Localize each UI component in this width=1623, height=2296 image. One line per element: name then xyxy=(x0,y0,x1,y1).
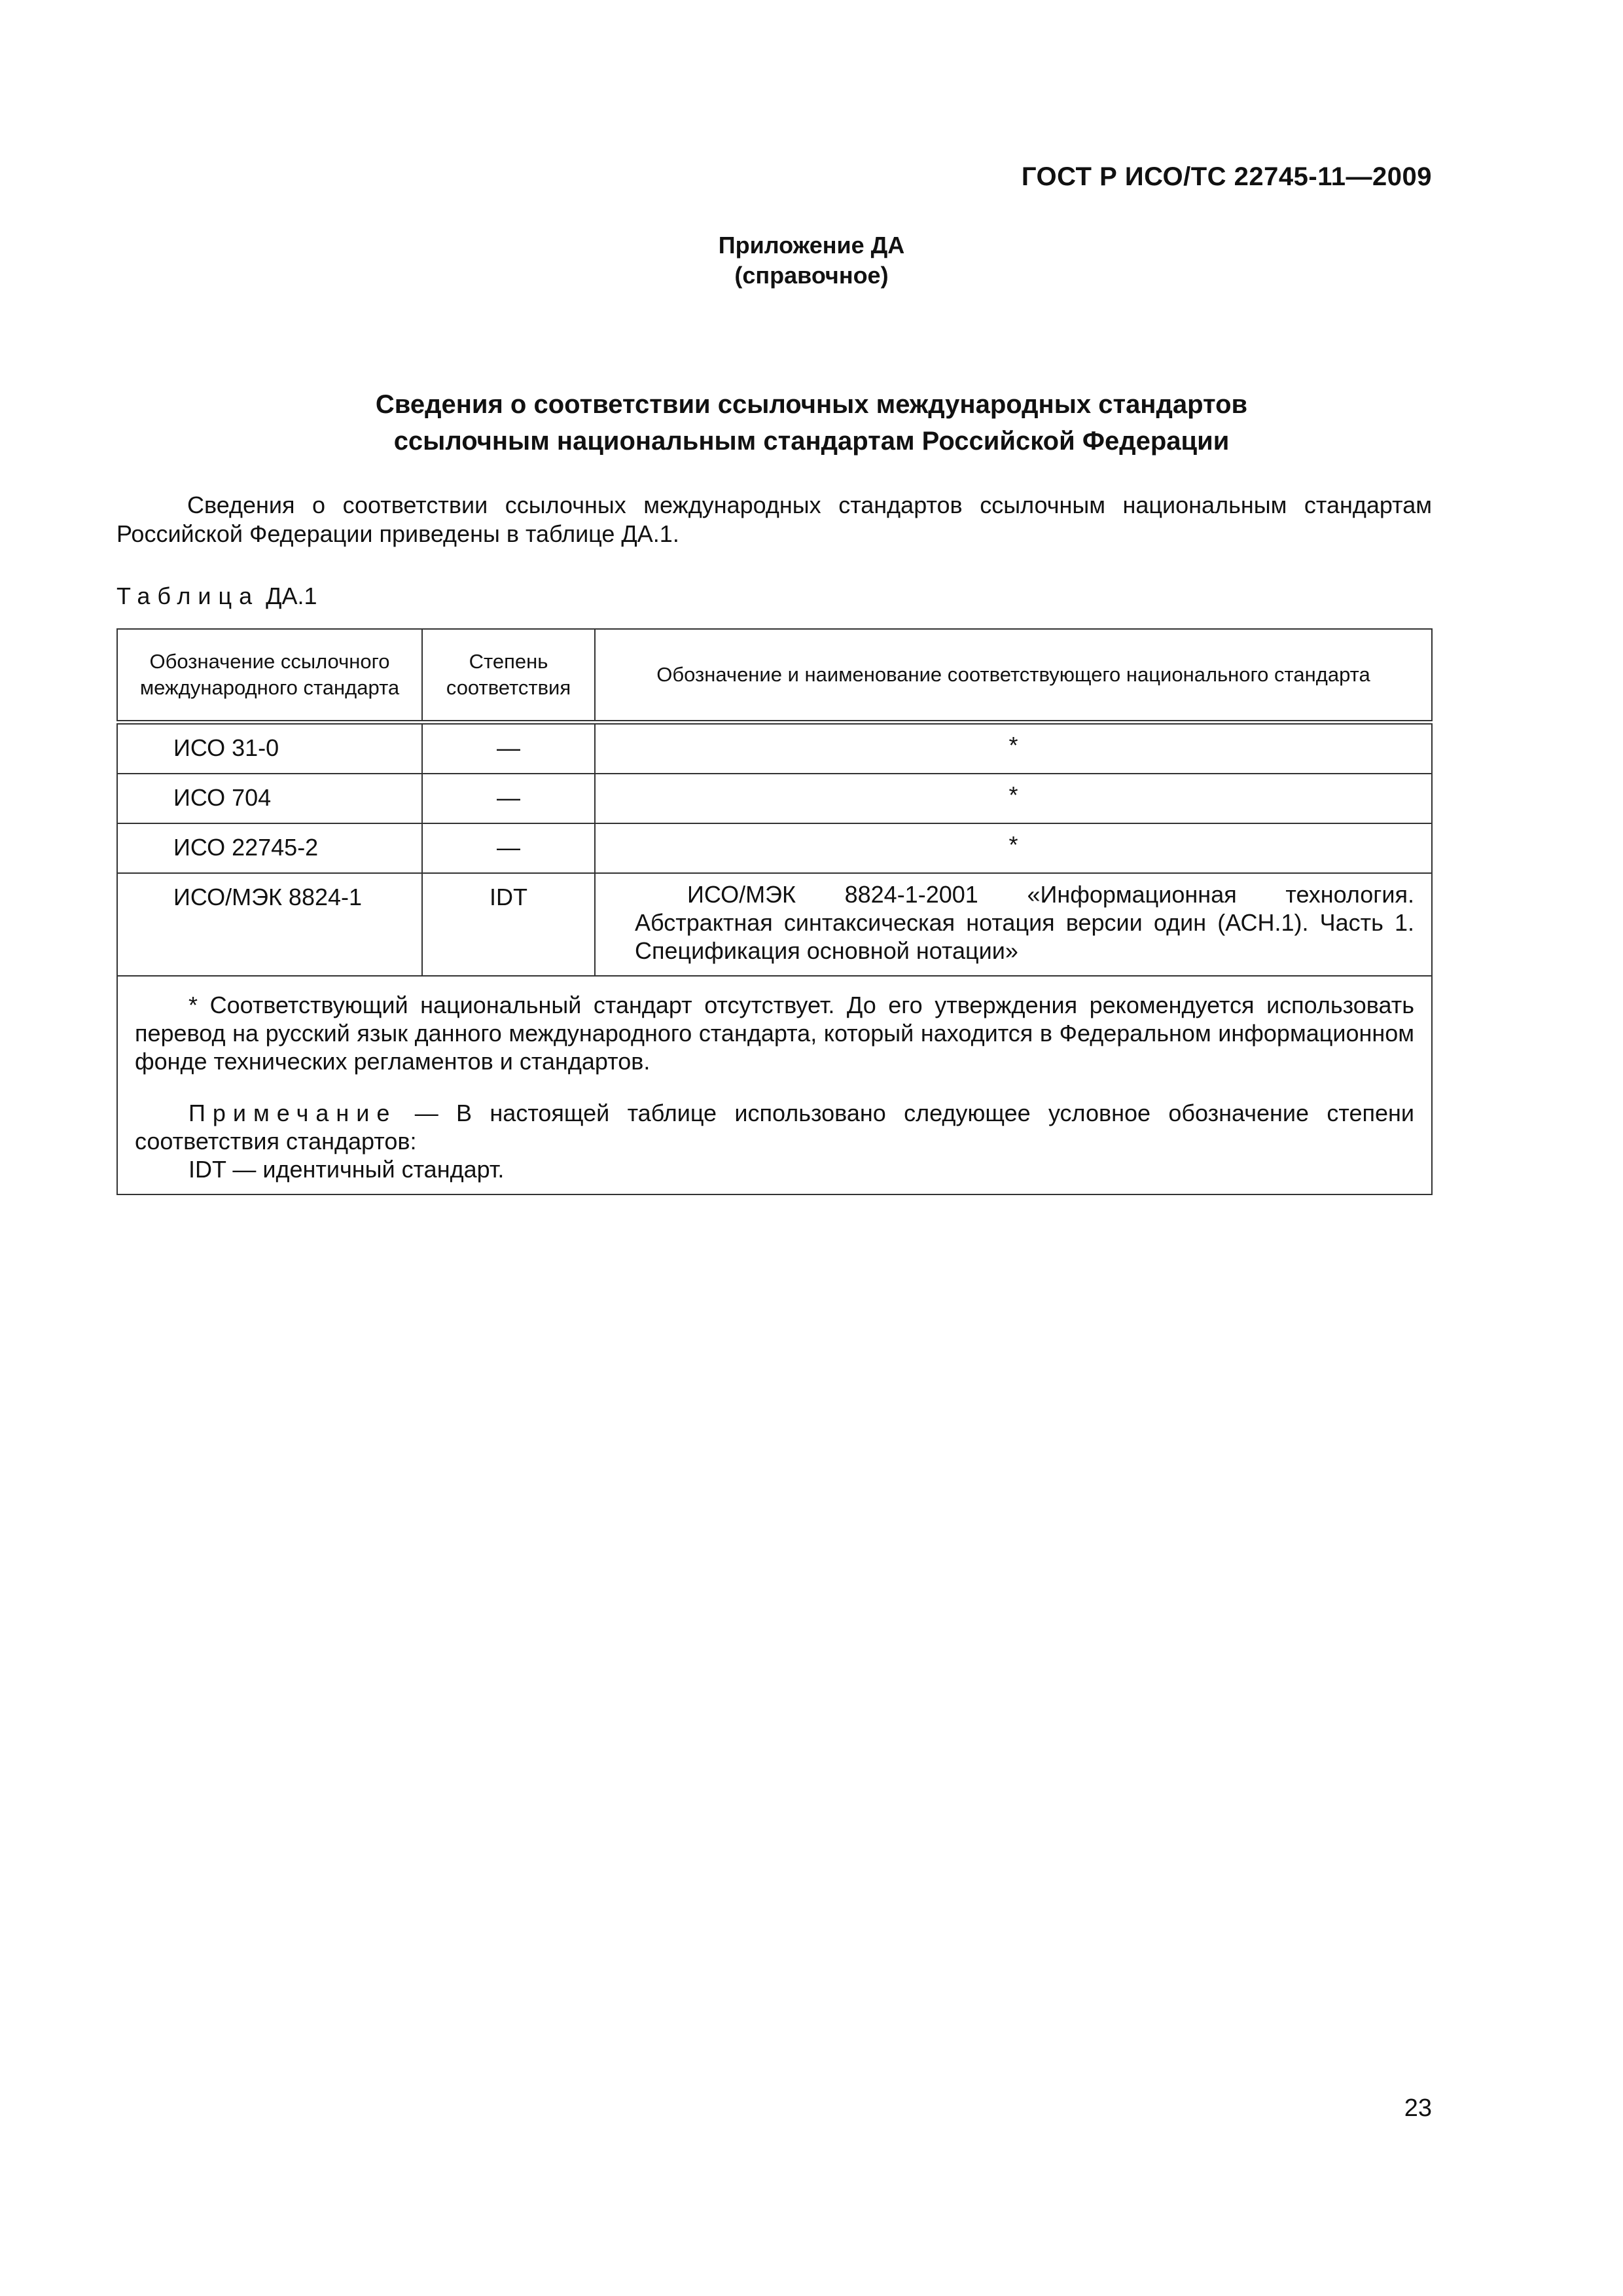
section-title xyxy=(0,386,1623,459)
note-paragraph xyxy=(135,1099,1414,1155)
cell-standard: ИСО/МЭК 8824-1 xyxy=(117,873,422,976)
note-text: — В настоящей таблице использовано следующее условное обозначение степени соответствия стандартов: xyxy=(135,1100,1414,1155)
appendix-name: Приложение ДА xyxy=(718,232,905,259)
table-label-number: ДА.1 xyxy=(259,583,317,609)
appendix-status: (справочное) xyxy=(734,262,889,289)
header-international-standard: Обозначение ссылочного международного стандарта xyxy=(117,629,422,723)
correspondence-table xyxy=(116,628,1433,1195)
table-row xyxy=(117,823,1432,873)
cell-national: * xyxy=(595,774,1432,823)
table-row xyxy=(117,873,1432,976)
footnote-cell xyxy=(117,976,1432,1194)
header-national-standard: Обозначение и наименование соответствующего национального стандарта xyxy=(595,629,1432,723)
header-degree: Степень соответствия xyxy=(422,629,595,723)
section-title-line-1: Сведения о соответствии ссылочных международных стандартов xyxy=(375,390,1248,419)
cell-degree: IDT xyxy=(422,873,595,976)
appendix-heading xyxy=(0,230,1623,291)
page-number: 23 xyxy=(1404,2094,1432,2122)
cell-national: * xyxy=(595,823,1432,873)
cell-degree: — xyxy=(422,723,595,774)
table-footer-row xyxy=(117,976,1432,1194)
table-row xyxy=(117,774,1432,823)
table-label xyxy=(116,583,317,610)
cell-degree: — xyxy=(422,774,595,823)
document-code: ГОСТ Р ИСО/ТС 22745-11—2009 xyxy=(1021,162,1432,191)
table-row xyxy=(117,723,1432,774)
note-label: Примечание xyxy=(188,1100,397,1126)
footnote-text: * Соответствующий национальный стандарт отсутствует. До его утверждения рекомендуется использовать перевод на русский язык данного международного стандарта, который находится в Федеральном информационном фонде технических регламентов и стандартов. xyxy=(135,992,1414,1075)
intro-paragraph: Сведения о соответствии ссылочных международных стандартов ссылочным национальным стандартам Российской Федерации приведены в таблице ДА.1. xyxy=(116,492,1432,547)
cell-national: * xyxy=(595,723,1432,774)
cell-standard: ИСО 704 xyxy=(117,774,422,823)
cell-standard: ИСО 31-0 xyxy=(117,723,422,774)
cell-degree: — xyxy=(422,823,595,873)
table-label-word: Таблица xyxy=(116,583,260,609)
table-header-row xyxy=(117,629,1432,723)
cell-national: ИСО/МЭК 8824-1-2001 «Информационная технология. Абстрактная синтаксическая нотация версии один (АСН.1). Часть 1. Спецификация основной нотации» xyxy=(595,873,1432,976)
note-definition: IDT — идентичный стандарт. xyxy=(188,1156,505,1183)
section-title-line-2: ссылочным национальным стандартам Российской Федерации xyxy=(393,427,1230,456)
cell-standard: ИСО 22745-2 xyxy=(117,823,422,873)
